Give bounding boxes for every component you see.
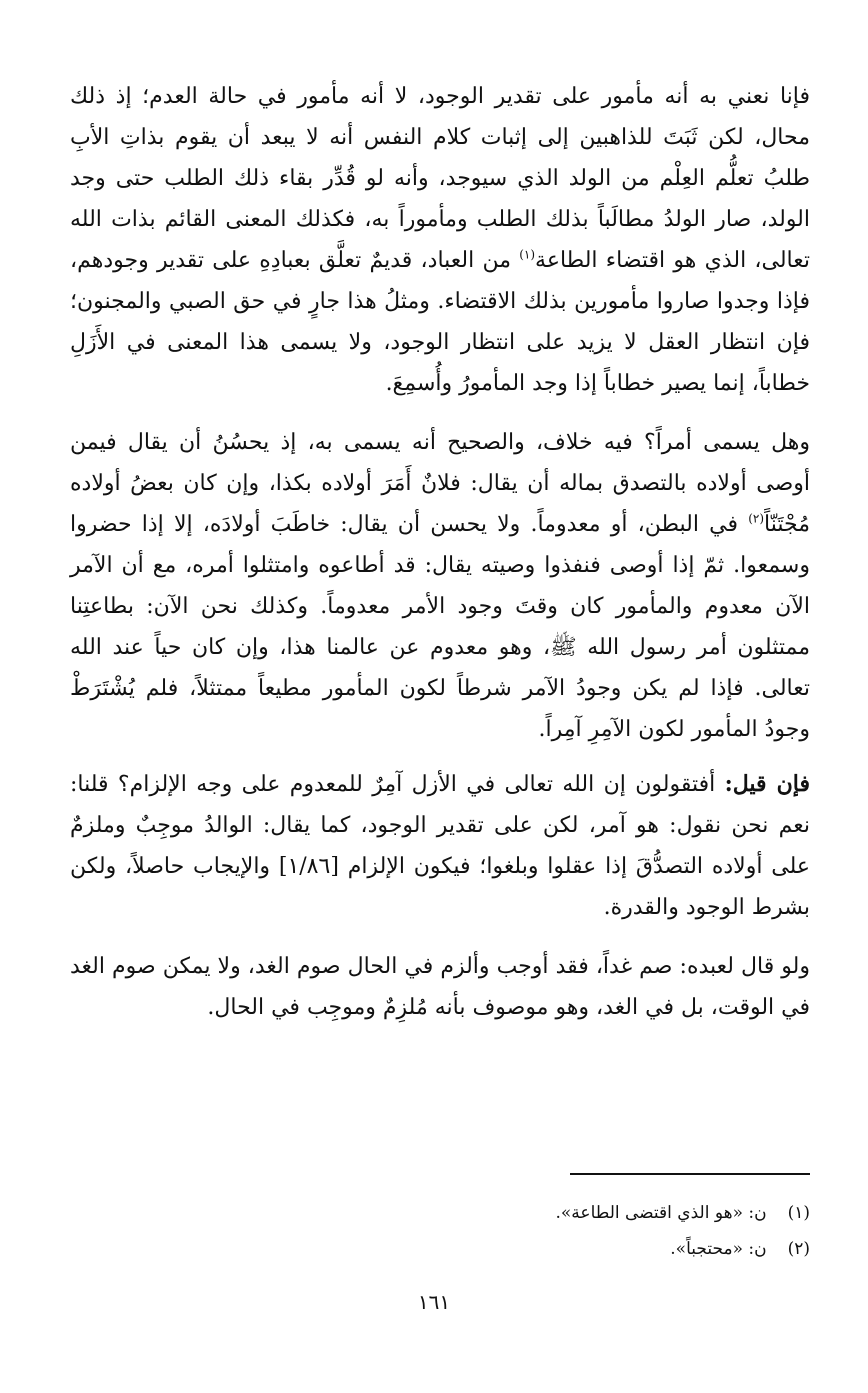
footnote-1-text: ن: «هو الذي اقتضى الطاعة». [555, 1203, 767, 1223]
footnote-1 [390, 1195, 810, 1231]
paragraph-3 [70, 764, 810, 928]
paragraph-4: ولو قال لعبده: صم غداً، فقد أوجب وألزم في الحال صوم الغد، ولا يمكن صوم الغد في الوقت، بل في الغد، وهو موصوف بأنه مُلزِمٌ وموجِب في الحال. [70, 954, 810, 1020]
paragraph-1-text-b: من العباد، قديمٌ تعلَّق بعبادِهِ على تقدير وجودهم، فإذا وجدوا صاروا مأمورين بذلك الاقتضاء. ومثلُ هذا جارٍ في حق الصبي والمجنون؛ فإن انتظار العقل لا يزيد على انتظار الوجود، ولا يسمى هذا المعنى في الأَزَلِ خطاباً، إنما يصير خطاباً إذا وجد المأمورُ وأُسمِعَ. [70, 248, 810, 396]
footnote-divider [570, 1173, 810, 1175]
footnote-ref-1: (١) [519, 247, 536, 262]
footnote-2-number: (٢) [787, 1239, 810, 1259]
paragraph-2-text-a: وهل يسمى أمراً؟ فيه خلاف، والصحيح أنه يسمى به، إذ يحسُنُ أن يقال فيمن أوصى أولاده بالتصدق بماله أن يقال: فلانٌ أَمَرَ أولاده بكذا، وإن كان بعضُ أولاده مُجْتَنّاً [70, 430, 810, 537]
footnote-2-text: ن: «محتجباً». [670, 1239, 767, 1259]
page-body [70, 76, 810, 1028]
footnote-1-number: (١) [787, 1203, 810, 1223]
paragraph-3-text: أفتقولون إن الله تعالى في الأزل آمِرٌ للمعدوم على وجه الإلزام؟ قلنا: نعم نحن نقول: هو آمر، لكن على تقدير الوجود، كما يقال: الوالدُ موجِبٌ وملزمٌ على أولاده التصدُّقَ إذا عقلوا وبلغوا؛ فيكون الإلزام [١/٨٦] والإيجاب حاصلاً، ولكن بشرط الوجود والقدرة. [70, 772, 810, 920]
footnotes [390, 1195, 810, 1267]
paragraph-3-lead: فإن قيل: [724, 771, 810, 797]
page-number: ١٦١ [417, 1290, 451, 1314]
paragraph-1 [70, 76, 810, 404]
paragraph-2-text-b: في البطن، أو معدوماً. ولا يحسن أن يقال: خاطَبَ أولادَه، إلا إذا حضروا وسمعوا. ثمّ إذا أوصى فنفذوا وصيته يقال: قد أطاعوه وامتثلوا أمره، مع أن الآمر الآن معدوم والمأمور كان وقتَ وجود الأمر معدوماً. وكذلك نحن الآن: بطاعتِنا ممتثلون أمر رسول الله ﷺ، وهو معدوم عن عالمنا هذا، وإن كان حياً عند الله تعالى. فإذا لم يكن وجودُ الآمر شرطاً لكون المأمور مطيعاً ممتثلاً، فلم يُشْتَرَطْ وجودُ المأمور لكون الآمِرِ آمِراً. [70, 512, 810, 742]
footnote-2 [390, 1231, 810, 1267]
paragraph-1-text-a: فإنا نعني به أنه مأمور على تقدير الوجود، لا أنه مأمور في حالة العدم؛ إذ ذلك محال، لكن ثَبَتَ للذاهبين إلى إثبات كلام النفس أنه لا يبعد أن يقوم بذاتِ الأبِ طلبُ تعلُّم العِلْم من الولد الذي سيوجد، وأنه لو قُدِّر بقاء ذلك الطلب حتى وجد الولد، صار الولدُ مطالَباً بذلك الطلب ومأموراً به، فكذلك المعنى القائم بذات الله تعالى، الذي هو اقتضاء الطاعة [70, 84, 811, 273]
paragraph-2 [70, 422, 810, 750]
footnote-ref-2: (٢) [748, 511, 765, 526]
